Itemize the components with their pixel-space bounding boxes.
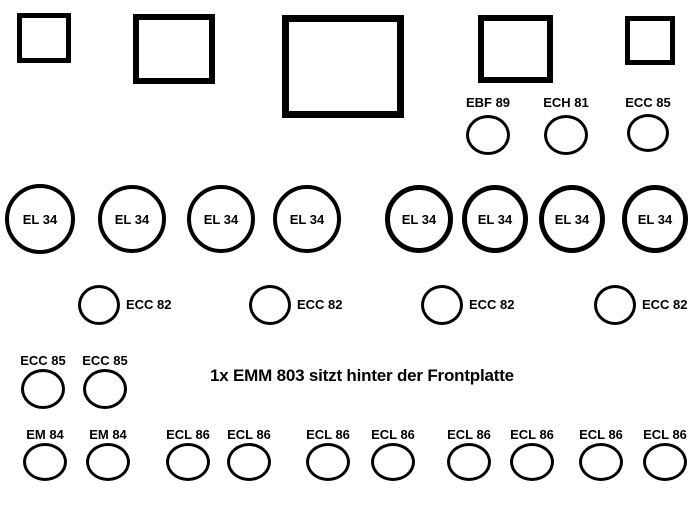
bottom-row-tube-label-8: ECL 86 [510, 427, 554, 442]
bottom-row-tube-circle-10 [643, 443, 687, 481]
el34-row-tube-circle-7 [539, 185, 605, 253]
ecc82-row-tube-circle-4 [594, 285, 636, 325]
top-tubes-tube-label-2: ECH 81 [543, 95, 589, 110]
ecc85-pair-tube-label-1: ECC 85 [20, 353, 66, 368]
top-tubes-tube-label-1: EBF 89 [465, 95, 511, 110]
bottom-row-tube-label-2: EM 84 [89, 427, 127, 442]
bottom-row-tube-circle-9 [579, 443, 623, 481]
bottom-row-tube-circle-1 [23, 443, 67, 481]
ecc82-row-tube-label-3: ECC 82 [469, 297, 515, 312]
el34-row-tube-circle-4 [273, 185, 341, 253]
el34-row-tube-circle-5 [385, 185, 453, 253]
el34-row-tube-label-7: EL 34 [554, 211, 590, 227]
bottom-row-tube-label-1: EM 84 [26, 427, 64, 442]
top-tubes-tube-label-3: ECC 85 [625, 95, 671, 110]
top-tubes-tube-circle-2 [544, 115, 588, 155]
ecc82-row-tube-circle-3 [421, 285, 463, 325]
ecc85-pair-tube-circle-2 [83, 369, 127, 409]
el34-row-tube-label-8: EL 34 [637, 211, 673, 227]
el34-row-tube-label-5: EL 34 [401, 211, 437, 227]
bottom-row-tube-label-6: ECL 86 [371, 427, 415, 442]
rectangle-outline-2 [133, 14, 215, 84]
top-tubes-tube-circle-1 [466, 115, 510, 155]
bottom-row-tube-label-4: ECL 86 [227, 427, 271, 442]
bottom-row-tube-label-9: ECL 86 [579, 427, 623, 442]
ecc82-row-tube-label-2: ECC 82 [297, 297, 343, 312]
el34-row-tube-label-4: EL 34 [289, 211, 325, 227]
el34-row-tube-circle-3 [187, 185, 255, 253]
rectangle-outline-4 [478, 15, 553, 83]
note-emm803: 1x EMM 803 sitzt hinter der Frontplatte [210, 366, 514, 385]
ecc82-row-tube-label-4: ECC 82 [642, 297, 688, 312]
ecc82-row-tube-circle-1 [78, 285, 120, 325]
el34-row-tube-circle-6 [462, 185, 528, 253]
bottom-row-tube-label-10: ECL 86 [643, 427, 687, 442]
ecc82-row-tube-label-1: ECC 82 [126, 297, 172, 312]
rectangle-outline-5 [625, 16, 675, 65]
bottom-row-tube-circle-7 [447, 443, 491, 481]
ecc85-pair-tube-circle-1 [21, 369, 65, 409]
bottom-row-tube-circle-8 [510, 443, 554, 481]
el34-row-tube-circle-1 [5, 184, 75, 254]
rectangle-outline-3 [282, 15, 404, 118]
bottom-row-tube-circle-5 [306, 443, 350, 481]
bottom-row-tube-label-7: ECL 86 [447, 427, 491, 442]
bottom-row-tube-circle-3 [166, 443, 210, 481]
top-tubes-tube-circle-3 [627, 114, 669, 152]
ecc85-pair-tube-label-2: ECC 85 [82, 353, 128, 368]
el34-row-tube-circle-2 [98, 185, 166, 253]
rectangle-outline-1 [17, 13, 71, 63]
bottom-row-tube-label-5: ECL 86 [306, 427, 350, 442]
el34-row-tube-label-1: EL 34 [22, 211, 58, 227]
el34-row-tube-label-6: EL 34 [477, 211, 513, 227]
el34-row-tube-circle-8 [622, 185, 688, 253]
bottom-row-tube-label-3: ECL 86 [166, 427, 210, 442]
bottom-row-tube-circle-6 [371, 443, 415, 481]
el34-row-tube-label-2: EL 34 [114, 211, 150, 227]
bottom-row-tube-circle-4 [227, 443, 271, 481]
bottom-row-tube-circle-2 [86, 443, 130, 481]
ecc82-row-tube-circle-2 [249, 285, 291, 325]
el34-row-tube-label-3: EL 34 [203, 211, 239, 227]
